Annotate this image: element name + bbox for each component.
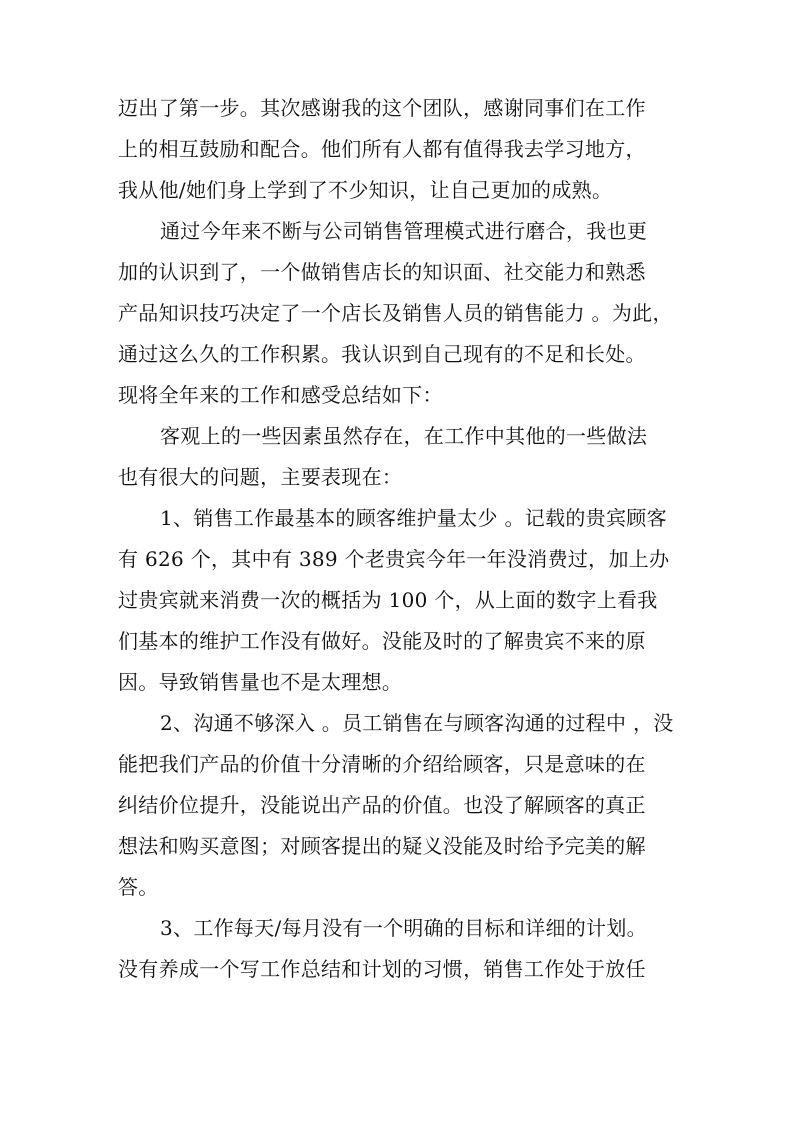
text-line: 没有养成一个写工作总结和计划的习惯，销售工作处于放任 [118, 957, 646, 981]
text-line: 们基本的维护工作没有做好。没能及时的了解贵宾不来的原 [118, 629, 646, 653]
text-line: 纠结价位提升，没能说出产品的价值。也没了解顾客的真正 [118, 793, 646, 817]
text-line: 能把我们产品的价值十分清晰的介绍给顾客，只是意味的在 [118, 752, 646, 776]
paragraph-start-line: 通过今年来不断与公司销售管理模式进行磨合，我也更 [160, 219, 648, 243]
text-line: 现将全年来的工作和感受总结如下： [118, 383, 443, 407]
paragraph-start-line: 3、工作每天/每月没有一个明确的目标和详细的计划。 [160, 916, 647, 940]
paragraph-start-line: 1、销售工作最基本的顾客维护量太少 。记载的贵宾顾客 [160, 506, 667, 530]
document-body [118, 88, 683, 990]
text-line: 也有很大的问题，主要表现在： [118, 465, 403, 489]
text-line: 答。 [118, 875, 159, 899]
text-line: 因。导致销售量也不是太理想。 [118, 670, 403, 694]
text-line: 想法和购买意图；对顾客提出的疑义没能及时给予完美的解 [118, 834, 646, 858]
text-line: 通过这么久的工作积累。我认识到自己现有的不足和长处。 [118, 342, 646, 366]
text-line: 迈出了第一步。其次感谢我的这个团队，感谢同事们在工作 [118, 96, 646, 120]
paragraph-start-line: 客观上的一些因素虽然存在，在工作中其他的一些做法 [160, 424, 648, 448]
text-line: 产品知识技巧决定了一个店长及销售人员的销售能力 。为此， [118, 301, 673, 325]
text-line: 加的认识到了，一个做销售店长的知识面、社交能力和熟悉 [118, 260, 646, 284]
text-line: 过贵宾就来消费一次的概括为 100 个，从上面的数字上看我 [118, 588, 658, 612]
paragraph-start-line: 2、沟通不够深入 。员工销售在与顾客沟通的过程中 ，没 [160, 711, 674, 735]
text-line: 上的相互鼓励和配合。他们所有人都有值得我去学习地方， [118, 137, 646, 161]
text-line: 我从他/她们身上学到了不少知识，让自己更加的成熟。 [118, 178, 613, 202]
text-line: 有 626 个，其中有 389 个老贵宾今年一年没消费过，加上办 [118, 547, 670, 571]
